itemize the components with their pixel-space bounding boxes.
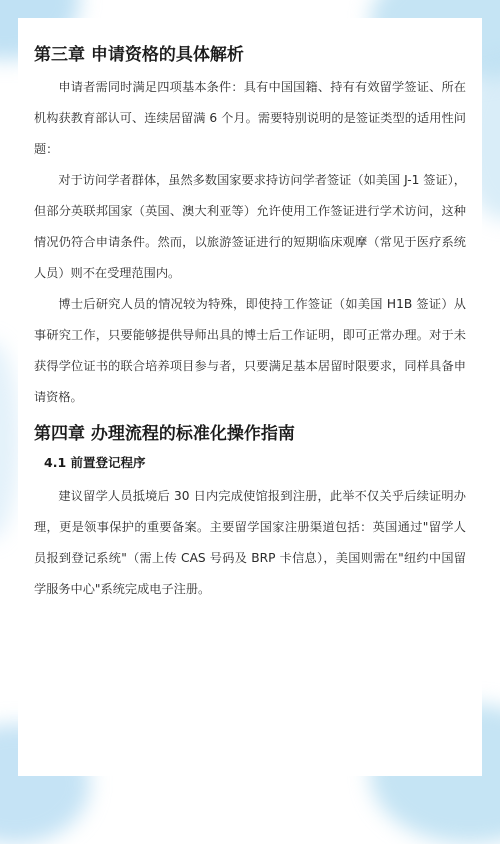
paragraph: 对于访问学者群体，虽然多数国家要求持访问学者签证（如美国 J-1 签证），但部分英联邦国家（英国、澳大利亚等）允许使用工作签证进行学术访问，这种情况仍符合申请条件。然而，以旅游签证进行的短期临床观摩（常见于医疗系统人员）则不在受理范围内。 — [34, 173, 466, 280]
document-page — [18, 18, 482, 776]
watercolor-decoration — [0, 340, 20, 540]
chapter-4-heading: 第四章 办理流程的标准化操作指南 — [34, 424, 295, 444]
paragraph: 申请者需同时满足四项基本条件：具有中国国籍、持有有效留学签证、所在机构获教育部认可、连续居留满 6 个月。需要特别说明的是签证类型的适用性问题： — [34, 80, 466, 156]
chapter-3-heading: 第三章 申请资格的具体解析 — [34, 45, 244, 65]
paragraph: 建议留学人员抵境后 30 日内完成使馆报到注册，此举不仅关乎后续证明办理，更是领事保护的重要备案。主要留学国家注册渠道包括：英国通过"留学人员报到登记系统"（需上传 CAS 号码及 BRP 卡信息），美国则需在"纽约中国留学服务中心"系统完成电子注册。 — [34, 489, 466, 596]
document-content — [34, 42, 466, 605]
paragraph: 博士后研究人员的情况较为特殊，即使持工作签证（如美国 H1B 签证）从事研究工作，只要能够提供导师出具的博士后工作证明，即可正常办理。对于未获得学位证书的联合培养项目参与者，只要满足基本居留时限要求，同样具备申请资格。 — [34, 297, 466, 404]
section-4-1-heading: 4.1 前置登记程序 — [44, 455, 146, 470]
